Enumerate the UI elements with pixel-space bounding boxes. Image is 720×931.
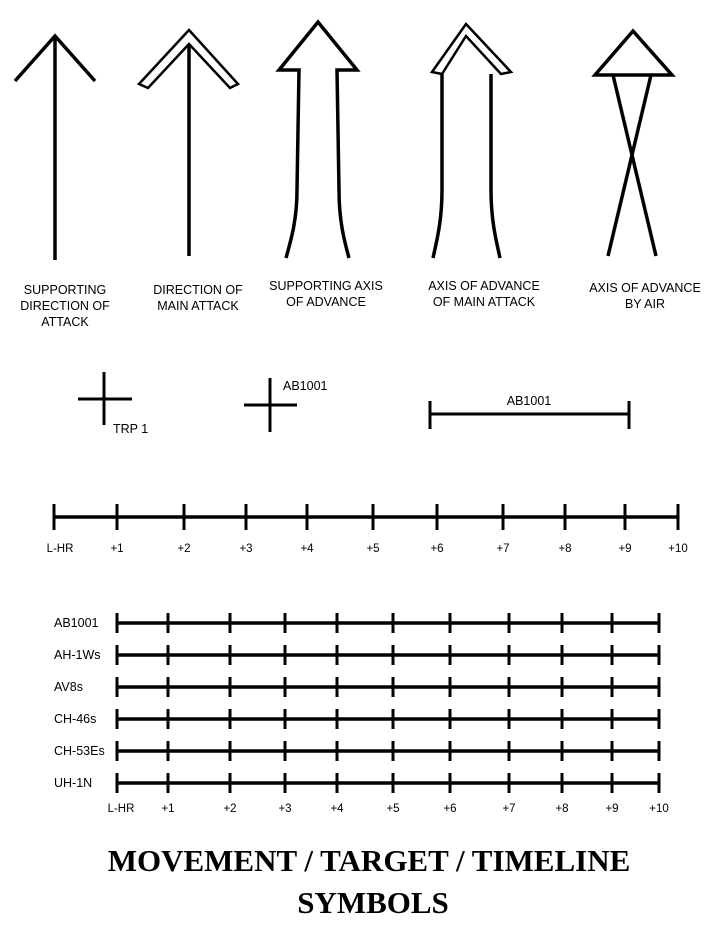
schedule-tick-label: +1 xyxy=(161,803,175,815)
page-title: MOVEMENT / TARGET / TIMELINE xyxy=(107,843,631,878)
schedule-row xyxy=(54,645,659,665)
supporting-direction-of-attack-label: ATTACK xyxy=(41,315,89,329)
timeline-tick-label: +3 xyxy=(239,543,253,555)
schedule-tick-label: +6 xyxy=(443,803,457,815)
supporting-direction-of-attack-label: DIRECTION OF xyxy=(20,299,110,313)
supporting-axis-of-advance-label: SUPPORTING AXIS xyxy=(269,279,383,293)
schedule-tick-label: +2 xyxy=(223,803,237,815)
schedule-tick-label: +5 xyxy=(386,803,400,815)
schedule-row xyxy=(54,709,659,729)
timeline-tick-label: +7 xyxy=(496,543,510,555)
schedule-tick-label: +4 xyxy=(330,803,344,815)
point-target-label: AB1001 xyxy=(283,379,328,393)
schedule-row-label: AV8s xyxy=(54,680,83,694)
direction-of-main-attack-label: MAIN ATTACK xyxy=(157,299,239,313)
direction-of-main-attack-label: DIRECTION OF xyxy=(153,283,243,297)
schedule-tick-label: +8 xyxy=(555,803,569,815)
timeline-tick-label: L-HR xyxy=(46,543,74,555)
page-subtitle: SYMBOLS xyxy=(297,885,449,920)
timeline-tick-label: +5 xyxy=(366,543,380,555)
schedule-tick-label: +7 xyxy=(502,803,516,815)
timeline xyxy=(47,504,688,555)
single-line-arrow-icon xyxy=(15,36,95,260)
axis-of-advance-of-main-attack-label: OF MAIN ATTACK xyxy=(432,295,536,309)
timeline-tick-label: +6 xyxy=(430,543,444,555)
axis-of-advance-of-main-attack-label: AXIS OF ADVANCE xyxy=(428,279,540,293)
target-reference-point-icon xyxy=(78,372,132,425)
schedule-tick-label: +9 xyxy=(605,803,619,815)
timeline-tick-label: +4 xyxy=(300,543,314,555)
schedule-tick-label: L-HR xyxy=(107,803,135,815)
crossed-axis-arrow-icon xyxy=(595,31,672,256)
timeline-tick-label: +10 xyxy=(668,543,688,555)
schedule-row xyxy=(54,741,659,761)
schedule-row-label: CH-53Es xyxy=(54,744,105,758)
schedule-row xyxy=(54,677,659,697)
trp-label: TRP 1 xyxy=(113,422,149,436)
schedule-tick-label: +3 xyxy=(278,803,292,815)
axis-of-advance-by-air-label: BY AIR xyxy=(624,297,666,311)
schedule-row xyxy=(54,613,659,633)
schedule-row-label: AH-1Ws xyxy=(54,648,101,662)
linear-target-label: AB1001 xyxy=(506,394,552,408)
double-line-arrow-icon xyxy=(139,30,238,256)
timeline-tick-label: +1 xyxy=(110,543,124,555)
double-head-axis-arrow-icon xyxy=(432,24,511,258)
schedule-row xyxy=(54,773,659,793)
timeline-tick-label: +9 xyxy=(618,543,632,555)
schedule-chart xyxy=(54,613,669,815)
axis-of-advance-by-air-label: AXIS OF ADVANCE xyxy=(589,281,701,295)
supporting-axis-of-advance-label: OF ADVANCE xyxy=(286,295,366,309)
schedule-row-label: AB1001 xyxy=(54,616,99,630)
supporting-direction-of-attack-label: SUPPORTING xyxy=(23,283,107,297)
hollow-axis-arrow-icon xyxy=(279,22,357,258)
timeline-tick-label: +2 xyxy=(177,543,191,555)
timeline-tick-label: +8 xyxy=(558,543,572,555)
schedule-row-label: UH-1N xyxy=(54,776,93,790)
schedule-tick-label: +10 xyxy=(649,803,669,815)
schedule-row-label: CH-46s xyxy=(54,712,97,726)
